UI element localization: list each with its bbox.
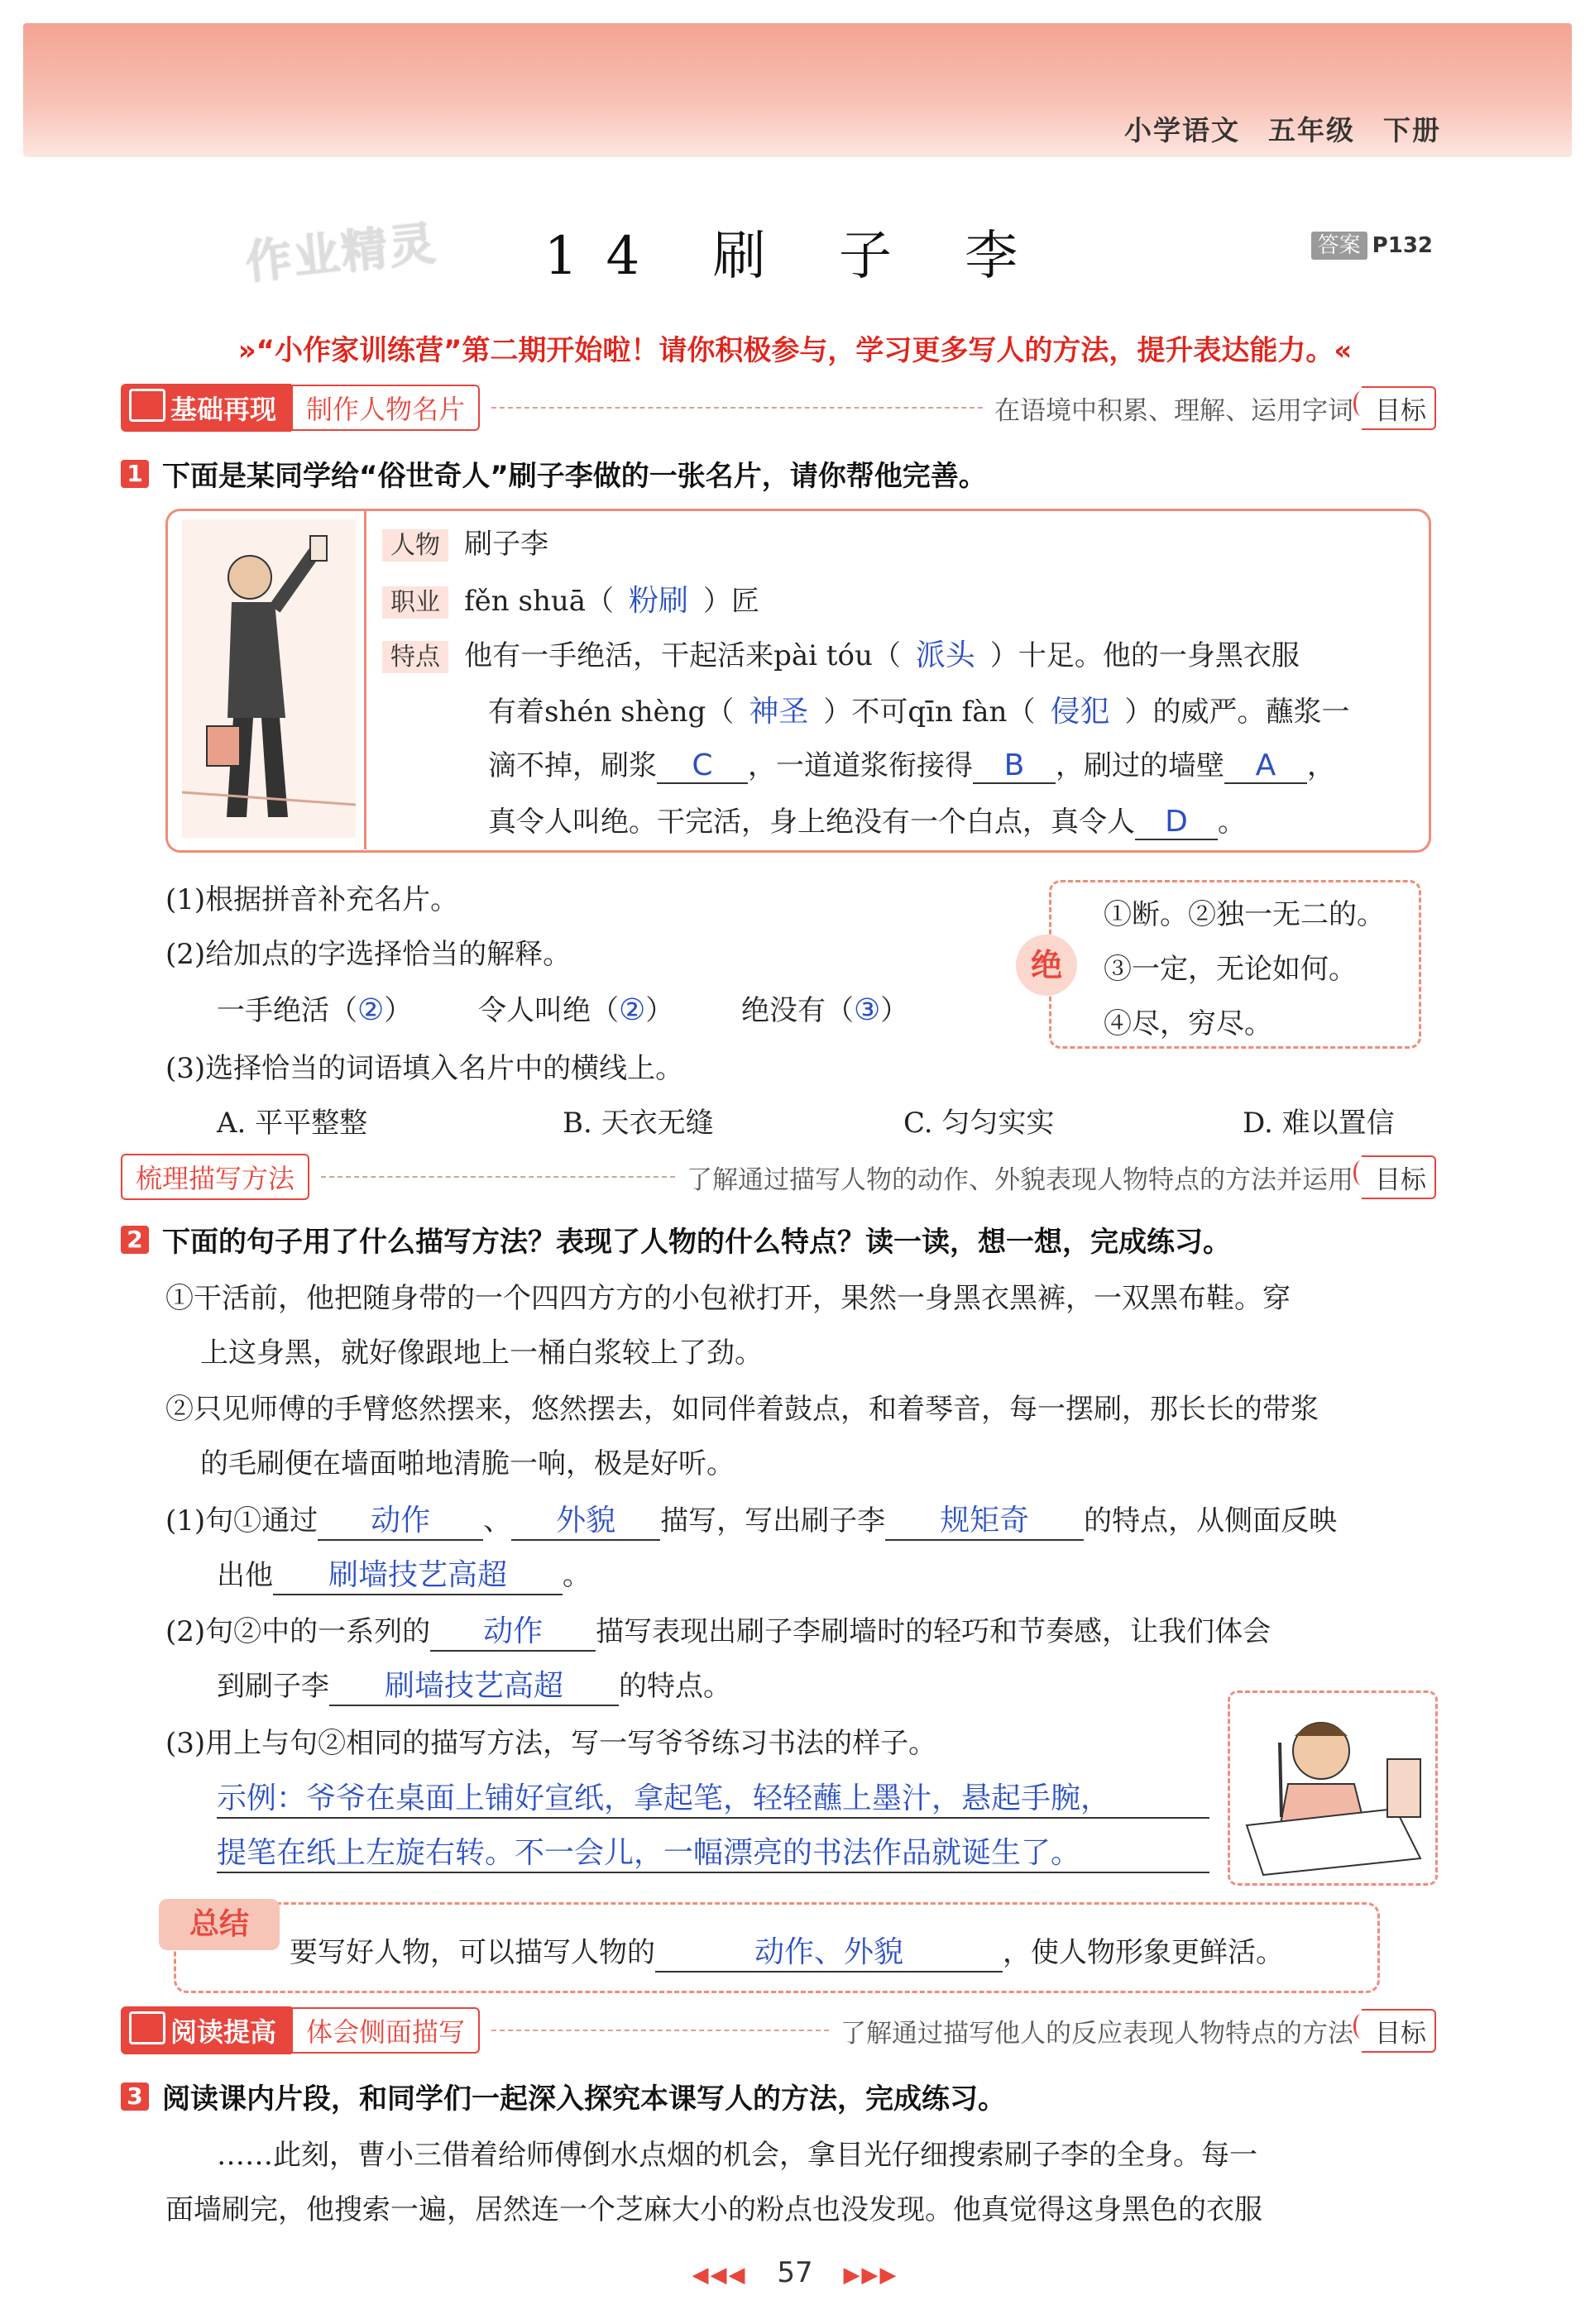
trait-text: ）不可qīn fàn（ [823,696,1036,729]
part-text: 、 [483,1504,512,1537]
section-methods [121,1156,1436,1198]
option-b: B. 天衣无缝 [563,1107,714,1140]
jue-def-3: ④尽，穷尽。 [1104,1007,1272,1040]
section-sub-label: 梳理描写方法 [121,1154,309,1200]
q2-part-1 [165,1497,1337,1541]
divider [491,407,983,409]
part-text: 描写表现出刷子李刷墙时的轻巧和节奏感，让我们体会 [596,1615,1272,1648]
answer-shensheng: 神圣 [749,695,809,729]
trait-text: ， [1307,749,1335,782]
answer-page: P132 [1372,233,1433,258]
summary-part: 要写好人物，可以描写人物的 [290,1936,655,1969]
question-1 [121,453,987,494]
grade: 五年级 [1268,114,1355,146]
job-suffix: ）匠 [703,585,760,618]
answer-writing-line-2: 提笔在纸上左旋右转。不一会儿，一幅漂亮的书法作品就诞生了。 [217,1829,1209,1873]
q2-part-1-cont [217,1552,591,1595]
answer-reflect: 刷墙技艺高超 [273,1552,563,1595]
trait-row-1 [382,632,1300,674]
book-icon [129,2011,165,2044]
sentence-2-line-1: ②只见师傅的手臂悠然摆来，悠然摆去，如同伴着鼓点，和着琴音，每一摆刷，那长长的带浆 [165,1393,1319,1426]
question-number: 2 [121,1226,149,1254]
trait-row-4 [488,799,1246,840]
page-number: 57 [777,2256,813,2289]
q1-sub3: (3)选择恰当的词语填入名片中的横线上。 [165,1052,684,1085]
answer-blank-a: A [1224,748,1307,784]
card-divider [364,509,366,849]
book-meta [1096,109,1441,148]
section-basic [121,387,1436,428]
question-2 [121,1219,1231,1260]
question-text: 下面的句子用了什么描写方法？表现了人物的什么特点？读一读，想一想，完成练习。 [162,1226,1231,1259]
trait-row-3 [488,743,1335,784]
summary-badge: 总结 [159,1899,280,1950]
option-c: C. 匀匀实实 [903,1107,1055,1140]
passage-line-1: ……此刻，曹小三借着给师傅倒水点烟的机会，拿目光仔细搜索刷子李的全身。每一 [217,2139,1257,2172]
q2-part-2-cont [217,1662,731,1706]
trait-text: ，刷过的墙壁 [1056,749,1224,782]
section-main-text: 基础再现 [170,394,277,425]
item-text: ） [880,994,909,1027]
brush-worker-illustration [182,519,356,838]
camp-banner: »“小作家训练营”第二期开始啦！请你积极参与，学习更多写人的方法，提升表达能力。« [237,334,1353,367]
section-sub-label: 制作人物名片 [291,385,480,431]
item-text: 绝没有（ [741,994,854,1027]
question-number: 3 [121,2083,149,2111]
question-text: 阅读课内片段，和同学们一起深入探究本课写人的方法，完成练习。 [162,2083,1006,2116]
item-text: 一手绝活（ [217,994,357,1027]
item-text: ） [384,994,413,1027]
person-row [382,521,548,562]
answer-blank-c: C [657,748,748,784]
q2-part-2 [165,1608,1271,1652]
person-label: 人物 [382,529,448,562]
answer-qinfan: 侵犯 [1050,695,1110,729]
part-text: 。 [563,1559,591,1592]
part-text: 的特点，从侧面反映 [1084,1504,1338,1537]
trait-text: 真令人叫绝。干完活，身上绝没有一个白点，真令人 [488,806,1135,839]
lesson-title: 14 刷 子 李 [544,226,1046,287]
answer-method-2: 外貌 [511,1497,660,1541]
job-label: 职业 [382,586,448,619]
book-icon [129,389,165,422]
answer-skill: 刷墙技艺高超 [329,1662,619,1706]
question-number: 1 [121,460,149,488]
answer-blank-d: D [1135,805,1218,840]
trait-label: 特点 [382,641,448,673]
option-a: A. 平平整整 [217,1107,368,1140]
goal-tag: 目标 [1362,2009,1436,2053]
subject: 小学语文 [1124,114,1240,146]
part-text: 的特点。 [619,1670,731,1703]
job-pinyin: fěn shuā（ [464,585,615,618]
item-text: 令人叫绝（ [478,994,619,1027]
answer-label: 答案 [1311,232,1367,260]
jue-badge: 绝 [1016,935,1077,996]
section-main-label [121,2006,291,2054]
prev-arrows-icon[interactable]: ◀◀◀ [692,2263,747,2288]
goal-text: 在语境中积累、理解、运用字词 [994,395,1353,426]
person-value: 刷子李 [464,528,549,561]
part-text: (2)句②中的一系列的 [165,1615,431,1648]
job-row [382,577,759,619]
answer-blank-b: B [973,748,1056,784]
answer-jue-1: ② [357,993,385,1027]
summary-text [290,1929,1284,1973]
item-text: ） [645,994,674,1027]
answer-jue-2: ② [619,993,646,1027]
divider [491,2030,829,2031]
trait-text: ）十足。他的一身黑衣服 [989,639,1300,672]
trait-text: ）的威严。蘸浆一 [1124,696,1350,729]
q2-part-3: (3)用上与句②相同的描写方法，写一写爷爷练习书法的样子。 [165,1727,937,1760]
passage-line-2: 面墙刷完，他搜索一遍，居然连一个芝麻大小的粉点也没发现。他真觉得这身黑色的衣服 [165,2193,1262,2226]
trait-text: 。 [1218,806,1246,839]
q1-sub2: (2)给加点的字选择恰当的解释。 [165,938,572,971]
answer-jue-3: ③ [854,993,881,1027]
q1-sub2-item-2 [478,987,673,1028]
section-main-text: 阅读提高 [170,2016,277,2048]
question-3 [121,2076,1006,2116]
trait-text: 他有一手绝活，干起活来pài tóu（ [464,639,901,672]
sentence-2-line-2: 的毛刷便在墙面啪地清脆一响，极是好听。 [200,1447,735,1480]
sentence-1-line-1: ①干活前，他把随身带的一个四四方方的小包袱打开，果然一身黑衣黑裤，一双黑布鞋。穿 [165,1282,1291,1315]
question-text: 下面是某同学给“俗世奇人”刷子李做的一张名片，请你帮他完善。 [162,460,987,493]
answer-method-1: 动作 [318,1497,483,1541]
answer-job: 粉刷 [629,584,689,618]
volume: 下册 [1383,114,1441,146]
q1-sub2-item-1 [217,987,412,1028]
answer-paitou: 派头 [915,638,975,672]
sentence-1-line-2: 上这身黑，就好像跟地上一桶白浆较上了劲。 [200,1337,763,1370]
trait-text: 滴不掉，刷浆 [488,749,657,782]
section-reading [121,2010,1436,2051]
option-d: D. 难以置信 [1243,1107,1395,1140]
watermark-logo: 作业精灵 [242,217,440,290]
summary-part: ，使人物形象更鲜活。 [1003,1936,1284,1969]
jue-def-1: ①断。②独一无二的。 [1104,898,1385,931]
answer-summary: 动作、外貌 [655,1929,1003,1973]
trait-text: ，一道道浆衔接得 [748,749,973,782]
goal-text: 了解通过描写他人的反应表现人物特点的方法 [840,2018,1353,2049]
part-text: 描写，写出刷子李 [660,1504,886,1537]
jue-def-2: ③一定，无论如何。 [1104,953,1357,986]
part-text: (1)句①通过 [165,1504,318,1537]
divider [321,1176,675,1178]
answer-tag[interactable] [1311,228,1433,259]
goal-text: 了解通过描写人物的动作、外貌表现人物特点的方法并运用 [687,1164,1353,1195]
answer-trait: 规矩奇 [885,1497,1084,1541]
q1-sub1: (1)根据拼音补充名片。 [165,883,459,916]
part-text: 到刷子李 [217,1670,329,1703]
section-main-label [121,384,291,432]
goal-tag: 目标 [1362,386,1436,430]
trait-text: 有着shén shèng（ [488,696,735,729]
part-text: 出他 [217,1559,273,1592]
answer-writing-line-1: 示例：爷爷在桌面上铺好宣纸，拿起笔，轻轻蘸上墨汁，悬起手腕， [217,1775,1209,1819]
answer-series: 动作 [430,1608,596,1652]
trait-row-2 [488,688,1349,730]
next-arrows-icon[interactable]: ▶▶▶ [843,2263,898,2288]
section-sub-label: 体会侧面描写 [291,2007,480,2054]
q1-sub2-item-3 [741,987,908,1028]
goal-tag: 目标 [1362,1155,1436,1199]
page-footer [0,2256,1590,2289]
grandpa-calligraphy-illustration [1228,1690,1438,1886]
